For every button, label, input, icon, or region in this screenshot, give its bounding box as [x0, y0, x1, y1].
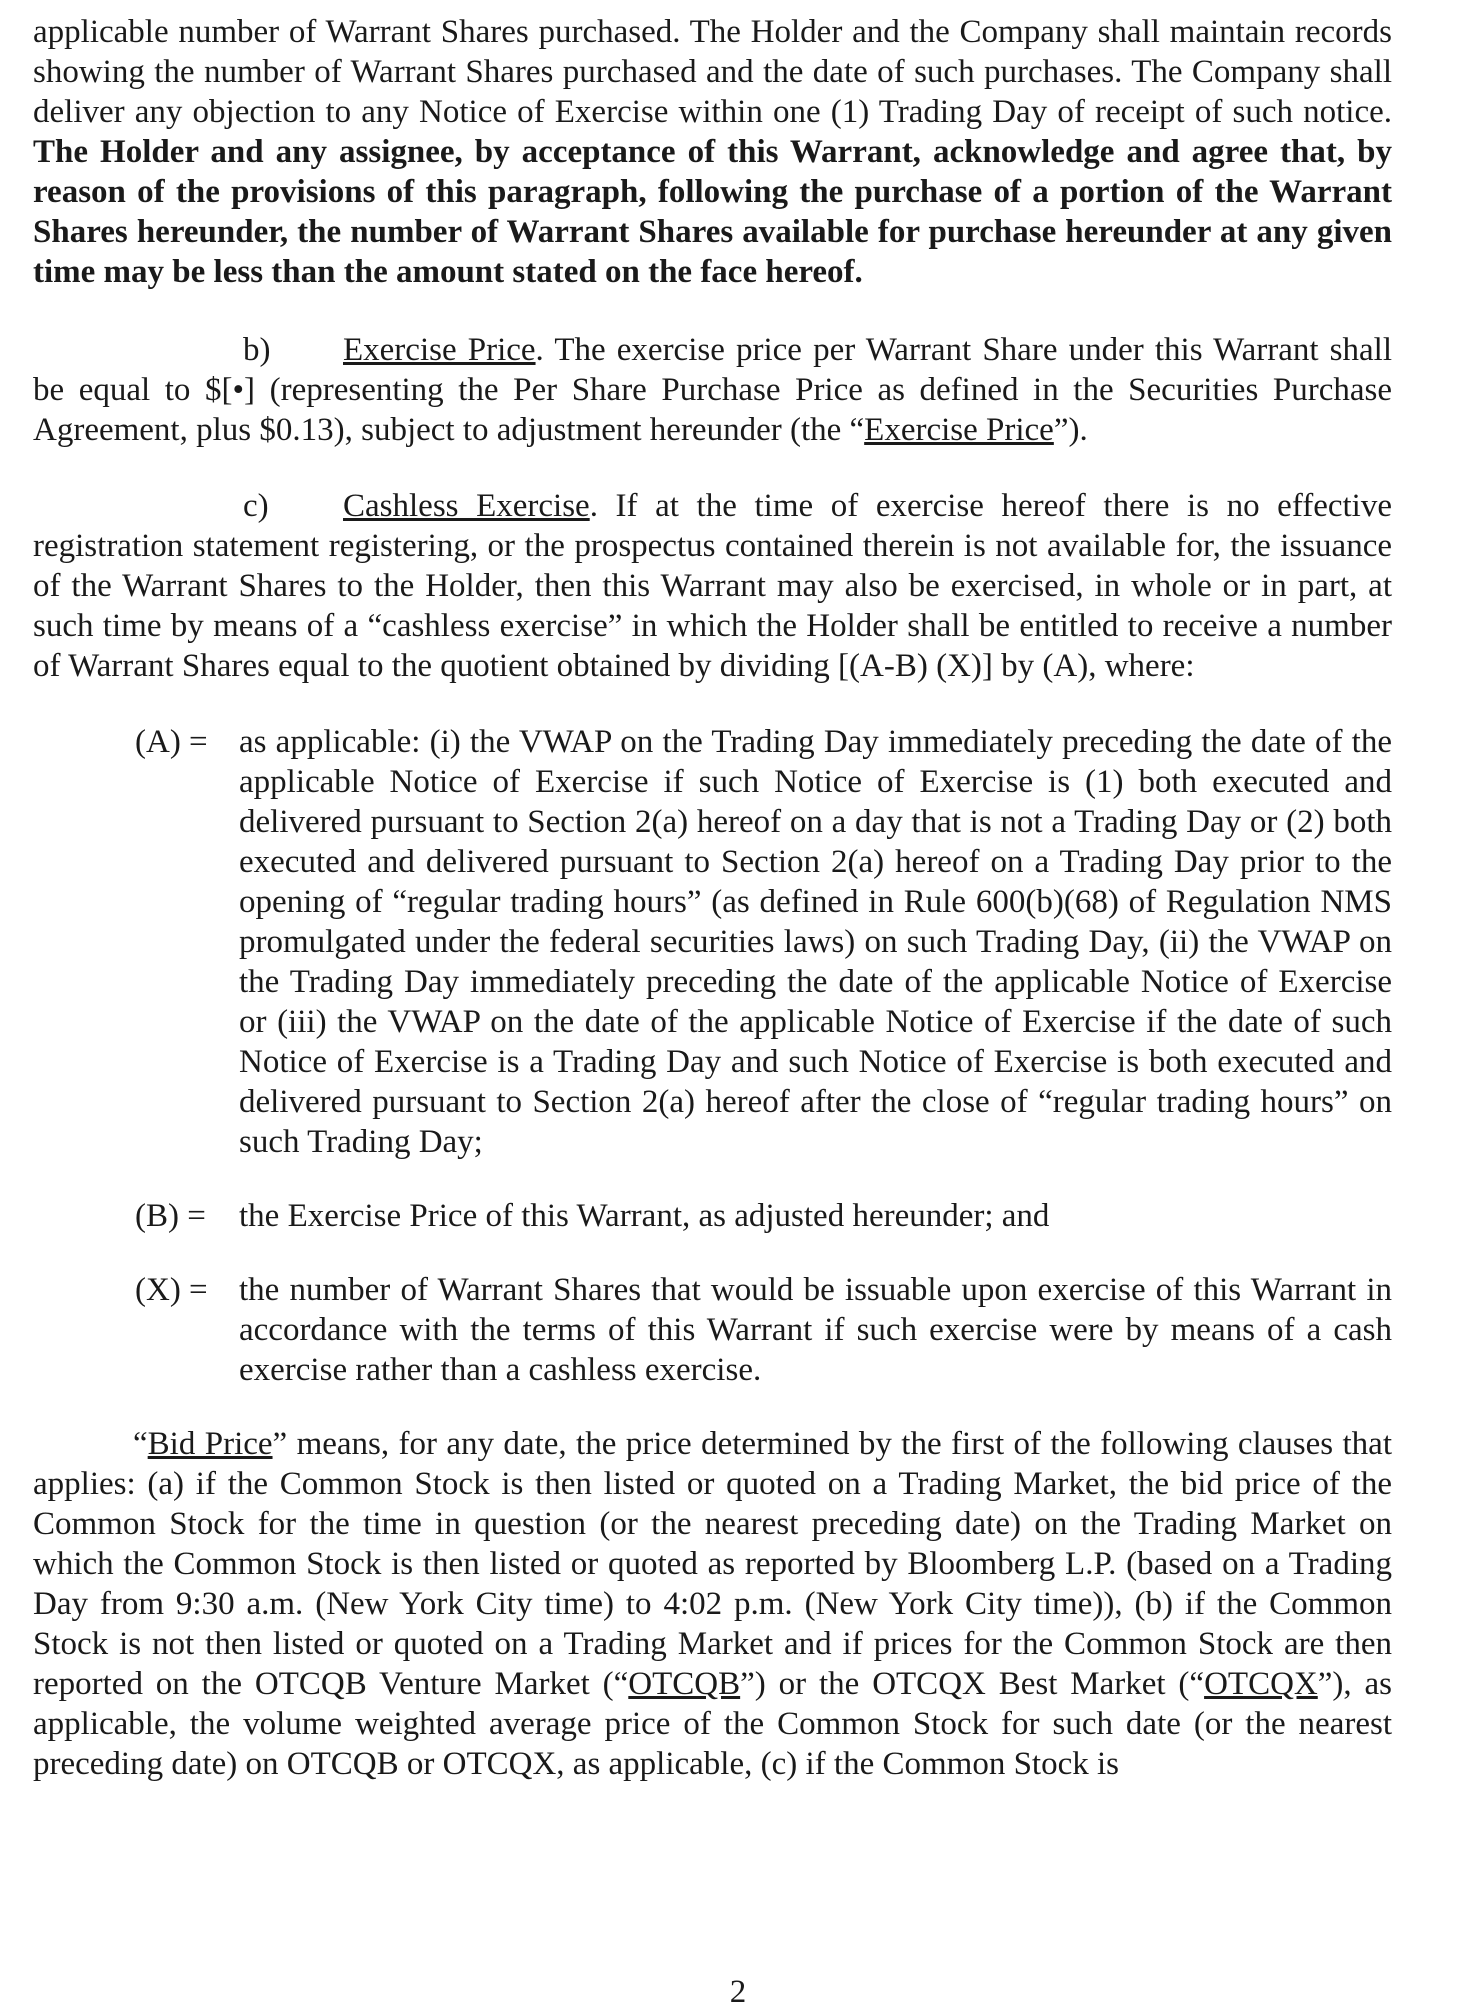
section-c-cashless-exercise [33, 486, 1392, 686]
section-b-heading: Exercise Price [343, 332, 536, 368]
definition-text: the number of Warrant Shares that would be issuable upon exercise of this Warrant in accordance with the terms of this Warrant if such exercise were by means of a cash exercise rather than a cashless exercise. [239, 1272, 1392, 1388]
paragraph-continuation [33, 12, 1392, 292]
exercise-price-term: Exercise Price [864, 412, 1054, 448]
bid-price-open-quote: “ [133, 1426, 148, 1462]
section-b-text: . The exercise price per Warrant Share under this Warrant shall be equal to $[•] (representing the Per Share Purchase Price as defined in the Securities Purchase Agreement, plus $0.13), subject to adjustment hereunder (the “ [33, 332, 1392, 448]
bid-price-text: ” means, for any date, the price determined by the first of the following clauses that applies: (a) if the Common Stock is then listed or quoted on a Trading Market, the bid price of the Common Stock for the time in question (or the nearest preceding date) on the Trading Market on which the Common Stock is then listed or quoted as reported by Bloomberg L.P. (based on a Trading Day from 9:30 a.m. (New York City time) to 4:02 p.m. (New York City time)), (b) if the Common Stock is not then listed or quoted on a Trading Market and if prices for the Common Stock are then reported on the OTCQB Venture Market (“ [33, 1426, 1392, 1702]
paragraph-text: applicable number of Warrant Shares purchased. The Holder and the Company shall maintain records showing the number of Warrant Shares purchased and the date of such purchases. The Company shall deliver any objection to any Notice of Exercise within one (1) Trading Day of receipt of such notice. [33, 14, 1392, 130]
section-c-heading: Cashless Exercise [343, 488, 590, 524]
definition-text: the Exercise Price of this Warrant, as adjusted hereunder; and [239, 1198, 1050, 1234]
bold-acknowledgement: The Holder and any assignee, by acceptance of this Warrant, acknowledge and agree that, by reason of the provisions of this paragraph, following the purchase of a portion of the Warrant Shares hereunder, the number of Warrant Shares available for purchase hereunder at any given time may be less than the amount stated on the face hereof. [33, 134, 1392, 290]
section-c-label: c) [243, 488, 269, 524]
section-b-label: b) [243, 332, 271, 368]
page-number: 2 [729, 1974, 747, 2010]
bid-price-text-3: ”), as applicable, the volume weighted average price of the Common Stock for such date (or the nearest preceding date) on OTCQB or OTCQX, as applicable, (c) if the Common Stock is [33, 1666, 1392, 1782]
section-b-text-end: ”). [1053, 412, 1088, 448]
definition-text: as applicable: (i) the VWAP on the Trading Day immediately preceding the date of the applicable Notice of Exercise if such Notice of Exercise is (1) both executed and delivered pursuant to Section 2(a) hereof on a day that is not a Trading Day or (2) both executed and delivered pursuant to Section 2(a) hereof on a Trading Day prior to the opening of “regular trading hours” (as defined in Rule 600(b)(68) of Regulation NMS promulgated under the federal securities laws) on such Trading Day, (ii) the VWAP on the Trading Day immediately preceding the date of the applicable Notice of Exercise or (iii) the VWAP on the date of the applicable Notice of Exercise if the date of such Notice of Exercise is a Trading Day and such Notice of Exercise is both executed and delivered pursuant to Section 2(a) hereof after the close of “regular trading hours” on such Trading Day; [239, 724, 1392, 1160]
bid-price-definition [33, 1424, 1392, 1784]
definition-key: (B) = [135, 1198, 206, 1234]
section-b-exercise-price [33, 330, 1392, 450]
definition-a [135, 722, 1392, 1162]
definition-key: (A) = [135, 724, 208, 760]
otcqb-term: OTCQB [628, 1666, 741, 1702]
bid-price-term: Bid Price [147, 1426, 273, 1462]
otcqx-term: OTCQX [1204, 1666, 1318, 1702]
definition-key: (X) = [135, 1272, 208, 1308]
document-page [33, 0, 1392, 1784]
section-c-text: . If at the time of exercise hereof there is no effective registration statement registering, or the prospectus contained therein is not available for, the issuance of the Warrant Shares to the Holder, then this Warrant may also be exercised, in whole or in part, at such time by means of a “cashless exercise” in which the Holder shall be entitled to receive a number of Warrant Shares equal to the quotient obtained by dividing [(A-B) (X)] by (A), where: [33, 488, 1392, 684]
definition-b [135, 1196, 1392, 1236]
definition-x [135, 1270, 1392, 1390]
bid-price-text-2: ”) or the OTCQX Best Market (“ [740, 1666, 1205, 1702]
